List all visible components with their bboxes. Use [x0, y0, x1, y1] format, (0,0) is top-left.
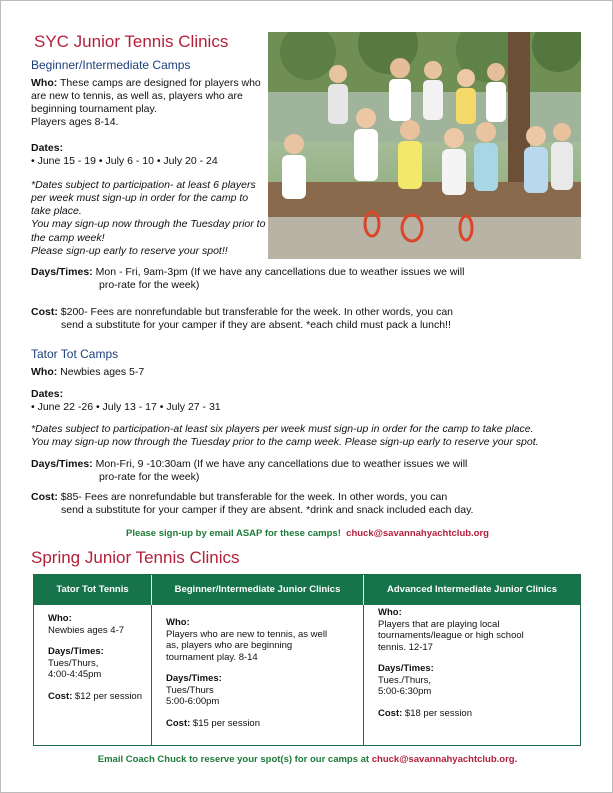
days-line: 5:00-6:30pm: [378, 686, 432, 698]
group-photo: [268, 32, 581, 259]
days-text-cont: pro-rate for the week): [99, 279, 200, 292]
days-line: Tues./Thurs,: [378, 674, 431, 686]
column-header: Beginner/Intermediate Junior Clinics: [152, 575, 364, 605]
footer-line: [1, 754, 613, 766]
table-cell-tator: [34, 605, 152, 745]
signup-email-link[interactable]: chuck@savannahyachtclub.org: [346, 528, 489, 539]
note-line: *Dates subject to participation-at least six players per week must sign-up in order for the camp to take place.: [31, 423, 534, 435]
photo-illustration: [268, 32, 581, 259]
note-line: You may sign-up now through the Tuesday prior to the camp week. Please sign-up early to reserve your spot.: [31, 436, 539, 449]
column-header: Advanced Intermediate Junior Clinics: [387, 584, 557, 596]
beginner-cost: [31, 306, 576, 332]
days-text-cont: pro-rate for the week): [99, 471, 200, 484]
who-line: Players who are new to tennis, as well: [166, 628, 328, 640]
who-label: Who:: [48, 613, 72, 624]
tator-who: [31, 366, 576, 379]
cost-label: Cost:: [31, 306, 58, 318]
days-line: Tues/Thurs: [166, 684, 214, 696]
days-label: Days/Times:: [166, 673, 222, 685]
beginner-note: [31, 179, 267, 258]
cost-label: Cost:: [378, 708, 403, 720]
tator-note: [31, 423, 576, 449]
days-label: Days/Times:: [48, 646, 104, 658]
table-cell-beginner: [152, 605, 364, 745]
dates-label: Dates:: [31, 388, 64, 400]
who-label: Who:: [378, 607, 402, 618]
who-label: Who:: [31, 366, 58, 378]
cost-label: Cost:: [166, 718, 191, 730]
tator-cost: [31, 491, 576, 517]
cost-text-cont: send a substitute for your camper if they are absent. *drink and snack included each day.: [61, 504, 474, 517]
dates-list: • June 15 - 19 • July 6 - 10 • July 20 - 24: [31, 155, 218, 168]
page-title: SYC Junior Tennis Clinics: [34, 32, 229, 51]
who-line: as, players who are beginning: [166, 640, 293, 652]
cost-text: $85- Fees are nonrefundable but transferable for the week. In other words, you can: [60, 491, 448, 503]
cost-value: $18 per session: [404, 708, 472, 720]
column-header: Tator Tot Tennis: [34, 575, 152, 605]
dates-list: • June 22 -26 • July 13 - 17 • July 27 - 31: [31, 401, 221, 414]
days-line: 5:00-6:00pm: [166, 696, 220, 708]
tator-heading: Tator Tot Camps: [31, 347, 119, 361]
table-cell-advanced: [364, 605, 580, 745]
days-label: Days/Times:: [31, 458, 93, 470]
footer-email-link[interactable]: chuck@savannahyachtclub.org.: [371, 754, 518, 765]
who-line: tournaments/league or high school: [378, 630, 524, 642]
signup-text: Please sign-up by email ASAP for these camps!: [125, 528, 341, 539]
table-body: [34, 605, 580, 745]
days-text: Mon-Fri, 9 -10:30am (If we have any cancellations due to weather issues we will: [95, 458, 468, 470]
who-label: Who:: [31, 77, 58, 89]
spring-clinics-table: [33, 574, 581, 746]
note-line: *Dates subject to participation- at least 6 players per week must sign-up in order for the camp to take place.: [31, 179, 256, 218]
days-line: 4:00-4:45pm: [48, 669, 102, 681]
days-line: Tues/Thurs,: [48, 657, 99, 669]
days-text: Mon - Fri, 9am-3pm (If we have any cancellations due to weather issues we will: [95, 266, 465, 278]
footer-text: Email Coach Chuck to reserve your spot(s) for our camps at: [97, 754, 370, 765]
signup-line: [1, 528, 613, 540]
who-line: Newbies ages 4-7: [48, 624, 125, 636]
note-line: You may sign-up now through the Tuesday prior to the camp week!: [31, 218, 266, 244]
cost-value: $15 per session: [192, 718, 260, 730]
ages-text: Players ages 8-14.: [31, 116, 119, 129]
cost-label: Cost:: [31, 491, 58, 503]
who-line: tennis. 12-17: [378, 641, 433, 653]
who-text: Newbies ages 5-7: [60, 366, 145, 378]
who-line: tournament play. 8-14: [166, 651, 258, 663]
beginner-who: [31, 77, 267, 130]
cost-text: $200- Fees are nonrefundable but transferable for the week. In other words, you can: [60, 306, 454, 318]
tator-dates: [31, 388, 576, 414]
dates-label: Dates:: [31, 142, 64, 154]
days-label: Days/Times:: [31, 266, 93, 278]
table-header: [34, 575, 580, 605]
note-line: Please sign-up early to reserve your spot!!: [31, 244, 228, 257]
who-label: Who:: [166, 617, 190, 628]
beginner-heading: Beginner/Intermediate Camps: [31, 58, 191, 72]
days-label: Days/Times:: [378, 663, 434, 675]
spring-title: Spring Junior Tennis Clinics: [31, 548, 240, 567]
who-line: Players that are playing local: [378, 618, 500, 630]
cost-label: Cost:: [48, 690, 73, 702]
beginner-days-times: [31, 266, 576, 292]
who-text: These camps are designed for players who are new to tennis, as well as, players who are beginning tournament play.: [31, 77, 261, 116]
cost-value: $12 per session: [74, 690, 142, 702]
tator-days-times: [31, 458, 576, 484]
beginner-dates: [31, 142, 267, 168]
cost-text-cont: send a substitute for your camper if they are absent. *each child must pack a lunch!!: [61, 319, 451, 332]
